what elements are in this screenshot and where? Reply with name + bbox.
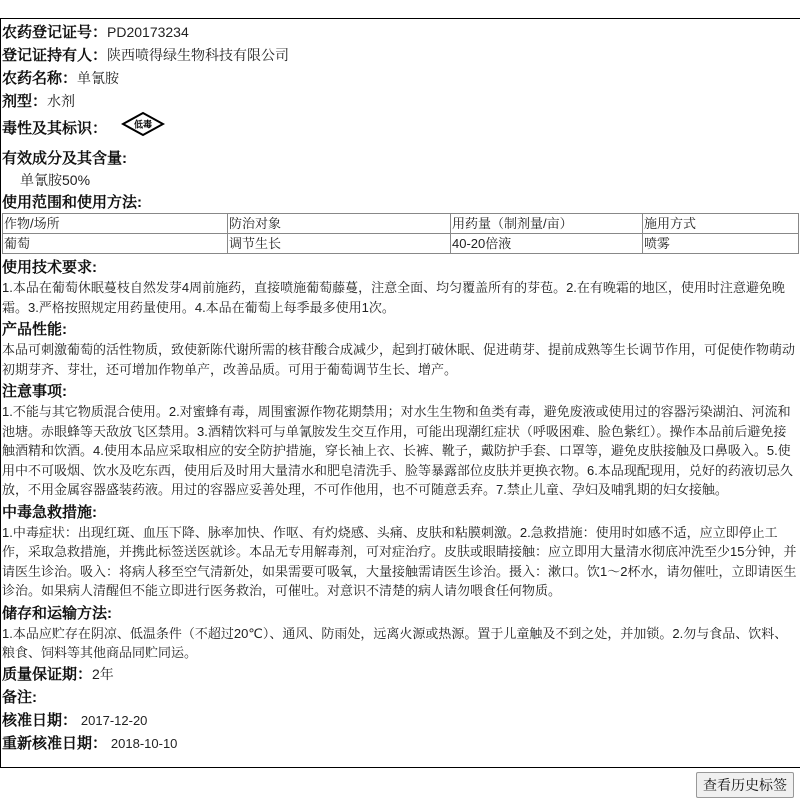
notes-text: 1.不能与其它物质混合使用。2.对蜜蜂有毒，周围蜜源作物花期禁用；对水生生物和鱼类有毒，避免废液或使用过的容器污染湖泊、河流和池塘。赤眼蜂等天敌放飞区禁用。3.酒精饮料可与单氰胺发生交互作用，可能出现潮红症状（呼吸困难、脸色紫红）。操作本品前后避免接触酒精和饮酒。4.使用本品应采取相应的安全防护措施，穿长袖上衣、长裤、靴子，戴防护手套、口罩等，避免皮肤接触及口鼻吸入。5.使用中不可吸烟、饮水及吃东西，使用后及时用大量清水和肥皂清洗手、脸等暴露部位皮肤并更换衣物。6.本品现配现用，兑好的药液切忌久放，不用金属容器盛装药液。用过的容器应妥善处理，不可作他用，也不可随意丢弃。7.禁止儿童、孕妇及哺乳期的妇女接触。 bbox=[2, 404, 793, 497]
tech-title: 使用技术要求: bbox=[2, 259, 97, 276]
tech-text: 1.本品在葡萄休眠蔓枝自然发芽4周前施药，直接喷施葡萄藤蔓，注意全面、均匀覆盖所有的芽苞。2.在有晚霜的地区，使用时注意避免晚霜。3.严格按照规定用药量使用。4.本品在葡萄上每季最多使用1次。 bbox=[2, 280, 785, 315]
ingredient-value: 单氰胺50% bbox=[20, 172, 91, 188]
usage-table bbox=[2, 213, 799, 254]
svg-text:低毒: 低毒 bbox=[134, 119, 153, 130]
remark-row: 备注: bbox=[2, 688, 37, 706]
table-row bbox=[3, 234, 799, 254]
reg-no-row: 农药登记证号：PD20173234 bbox=[2, 24, 189, 41]
label-detail-panel bbox=[0, 18, 800, 768]
ingredient-title: 有效成分及其含量: bbox=[2, 150, 127, 167]
cell-target: 调节生长 bbox=[228, 234, 451, 254]
table-header-row bbox=[3, 214, 799, 234]
low-toxicity-icon bbox=[121, 111, 165, 144]
notes-title: 注意事项: bbox=[2, 383, 67, 400]
approve-date-row: 核准日期： 2017-12-20 bbox=[2, 711, 148, 729]
cell-crop: 葡萄 bbox=[3, 234, 228, 254]
storage-title: 储存和运输方法: bbox=[2, 604, 112, 622]
header-method: 施用方式 bbox=[643, 214, 799, 234]
header-dosage: 用药量（制剂量/亩） bbox=[451, 214, 643, 234]
holder-row: 登记证持有人：陕西喷得绿生物科技有限公司 bbox=[2, 47, 290, 64]
usage-title: 使用范围和使用方法: bbox=[2, 194, 142, 211]
view-history-labels-button[interactable]: 查看历史标签 bbox=[696, 772, 794, 798]
firstaid-text: 1.中毒症状：出现红斑、血压下降、脉率加快、作呕、有灼烧感、头痛、皮肤和粘膜刺激。2.急救措施：使用时如感不适，应立即停止工作，采取急救措施，并携此标签送医就诊。本品无专用解毒剂，可对症治疗。皮肤或眼睛接触：应立即用大量清水彻底冲洗至少15分钟，并请医生诊治。吸入：将病人移至空气清新处，如果需要可吸氧，大量接触需请医生诊治。摄入：漱口。饮1～2杯水，请勿催吐，立即请医生诊治。如果病人清醒但不能立即进行医务救治，可催吐。对意识不清楚的病人请勿喂食任何物质。 bbox=[2, 524, 797, 598]
name-row: 农药名称：单氰胺 bbox=[2, 70, 120, 87]
warranty-row: 质量保证期：2年 bbox=[2, 665, 114, 683]
toxicity-row: 毒性及其标识： 低毒 bbox=[2, 113, 799, 147]
firstaid-title: 中毒急救措施: bbox=[2, 503, 97, 521]
performance-text: 本品可刺激葡萄的活性物质，致使新陈代谢所需的核苷酸合成减少，起到打破休眠、促进萌芽、提前成熟等生长调节作用，可促使作物萌动初期芽齐、芽壮，还可增加作物单产，改善品质。可用于葡萄调节生长、增产。 bbox=[2, 342, 796, 377]
cell-method: 喷雾 bbox=[643, 234, 799, 254]
storage-text: 1.本品应贮存在阴凉、低温条件（不超过20℃）、通风、防雨处，远离火源或热源。置于儿童触及不到之处，并加锁。2.勿与食品、饮料、粮食、饲料等其他商品同贮同运。 bbox=[2, 625, 788, 660]
header-target: 防治对象 bbox=[228, 214, 451, 234]
reapprove-date-row: 重新核准日期： 2018-10-10 bbox=[2, 734, 178, 752]
performance-title: 产品性能: bbox=[2, 321, 67, 338]
header-crop: 作物/场所 bbox=[3, 214, 228, 234]
cell-dosage: 40-20倍液 bbox=[451, 234, 643, 254]
form-row: 剂型：水剂 bbox=[2, 93, 76, 110]
